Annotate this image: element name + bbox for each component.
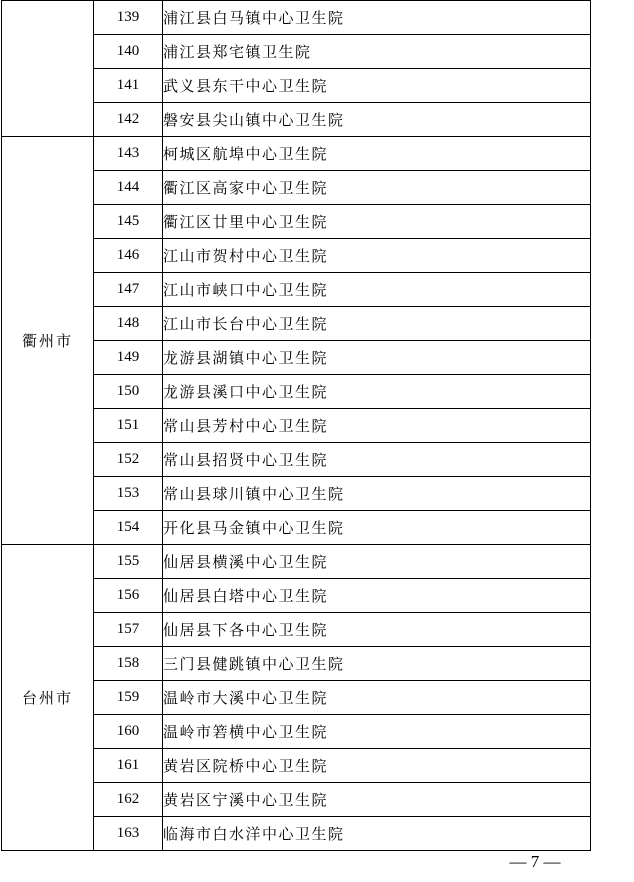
- hospital-name: 江山市峡口中心卫生院: [163, 273, 591, 307]
- page-number: — 7 —: [509, 852, 561, 871]
- row-number: 158: [94, 647, 163, 681]
- hospital-name: 衢江区廿里中心卫生院: [163, 205, 591, 239]
- city-cell: 衢州市: [2, 137, 94, 545]
- row-number: 140: [94, 35, 163, 69]
- hospital-name: 温岭市箬横中心卫生院: [163, 715, 591, 749]
- hospital-name: 龙游县溪口中心卫生院: [163, 375, 591, 409]
- table-row: [2, 137, 591, 171]
- row-number: 159: [94, 681, 163, 715]
- row-number: 163: [94, 817, 163, 851]
- table-row: [2, 545, 591, 579]
- hospital-name: 武义县东干中心卫生院: [163, 69, 591, 103]
- hospital-name: 浦江县白马镇中心卫生院: [163, 1, 591, 35]
- row-number: 160: [94, 715, 163, 749]
- hospital-name: 磐安县尖山镇中心卫生院: [163, 103, 591, 137]
- row-number: 146: [94, 239, 163, 273]
- row-number: 149: [94, 341, 163, 375]
- hospital-list-table: [1, 0, 591, 851]
- row-number: 152: [94, 443, 163, 477]
- row-number: 154: [94, 511, 163, 545]
- hospital-name: 常山县球川镇中心卫生院: [163, 477, 591, 511]
- hospital-name: 黄岩区宁溪中心卫生院: [163, 783, 591, 817]
- row-number: 157: [94, 613, 163, 647]
- row-number: 151: [94, 409, 163, 443]
- row-number: 145: [94, 205, 163, 239]
- row-number: 144: [94, 171, 163, 205]
- row-number: 150: [94, 375, 163, 409]
- table-body: [2, 1, 591, 851]
- hospital-name: 江山市贺村中心卫生院: [163, 239, 591, 273]
- row-number: 148: [94, 307, 163, 341]
- row-number: 153: [94, 477, 163, 511]
- row-number: 141: [94, 69, 163, 103]
- hospital-name: 仙居县横溪中心卫生院: [163, 545, 591, 579]
- hospital-name: 浦江县郑宅镇卫生院: [163, 35, 591, 69]
- row-number: 143: [94, 137, 163, 171]
- row-number: 161: [94, 749, 163, 783]
- hospital-name: 开化县马金镇中心卫生院: [163, 511, 591, 545]
- city-cell: [2, 1, 94, 137]
- hospital-name: 常山县芳村中心卫生院: [163, 409, 591, 443]
- hospital-name: 江山市长台中心卫生院: [163, 307, 591, 341]
- hospital-name: 仙居县白塔中心卫生院: [163, 579, 591, 613]
- hospital-name: 柯城区航埠中心卫生院: [163, 137, 591, 171]
- row-number: 142: [94, 103, 163, 137]
- row-number: 155: [94, 545, 163, 579]
- city-cell: 台州市: [2, 545, 94, 851]
- row-number: 162: [94, 783, 163, 817]
- hospital-name: 龙游县湖镇中心卫生院: [163, 341, 591, 375]
- hospital-name: 衢江区高家中心卫生院: [163, 171, 591, 205]
- hospital-name: 黄岩区院桥中心卫生院: [163, 749, 591, 783]
- table-row: [2, 1, 591, 35]
- hospital-name: 三门县健跳镇中心卫生院: [163, 647, 591, 681]
- row-number: 147: [94, 273, 163, 307]
- hospital-name: 温岭市大溪中心卫生院: [163, 681, 591, 715]
- hospital-name: 仙居县下各中心卫生院: [163, 613, 591, 647]
- row-number: 156: [94, 579, 163, 613]
- row-number: 139: [94, 1, 163, 35]
- hospital-name: 临海市白水洋中心卫生院: [163, 817, 591, 851]
- hospital-name: 常山县招贤中心卫生院: [163, 443, 591, 477]
